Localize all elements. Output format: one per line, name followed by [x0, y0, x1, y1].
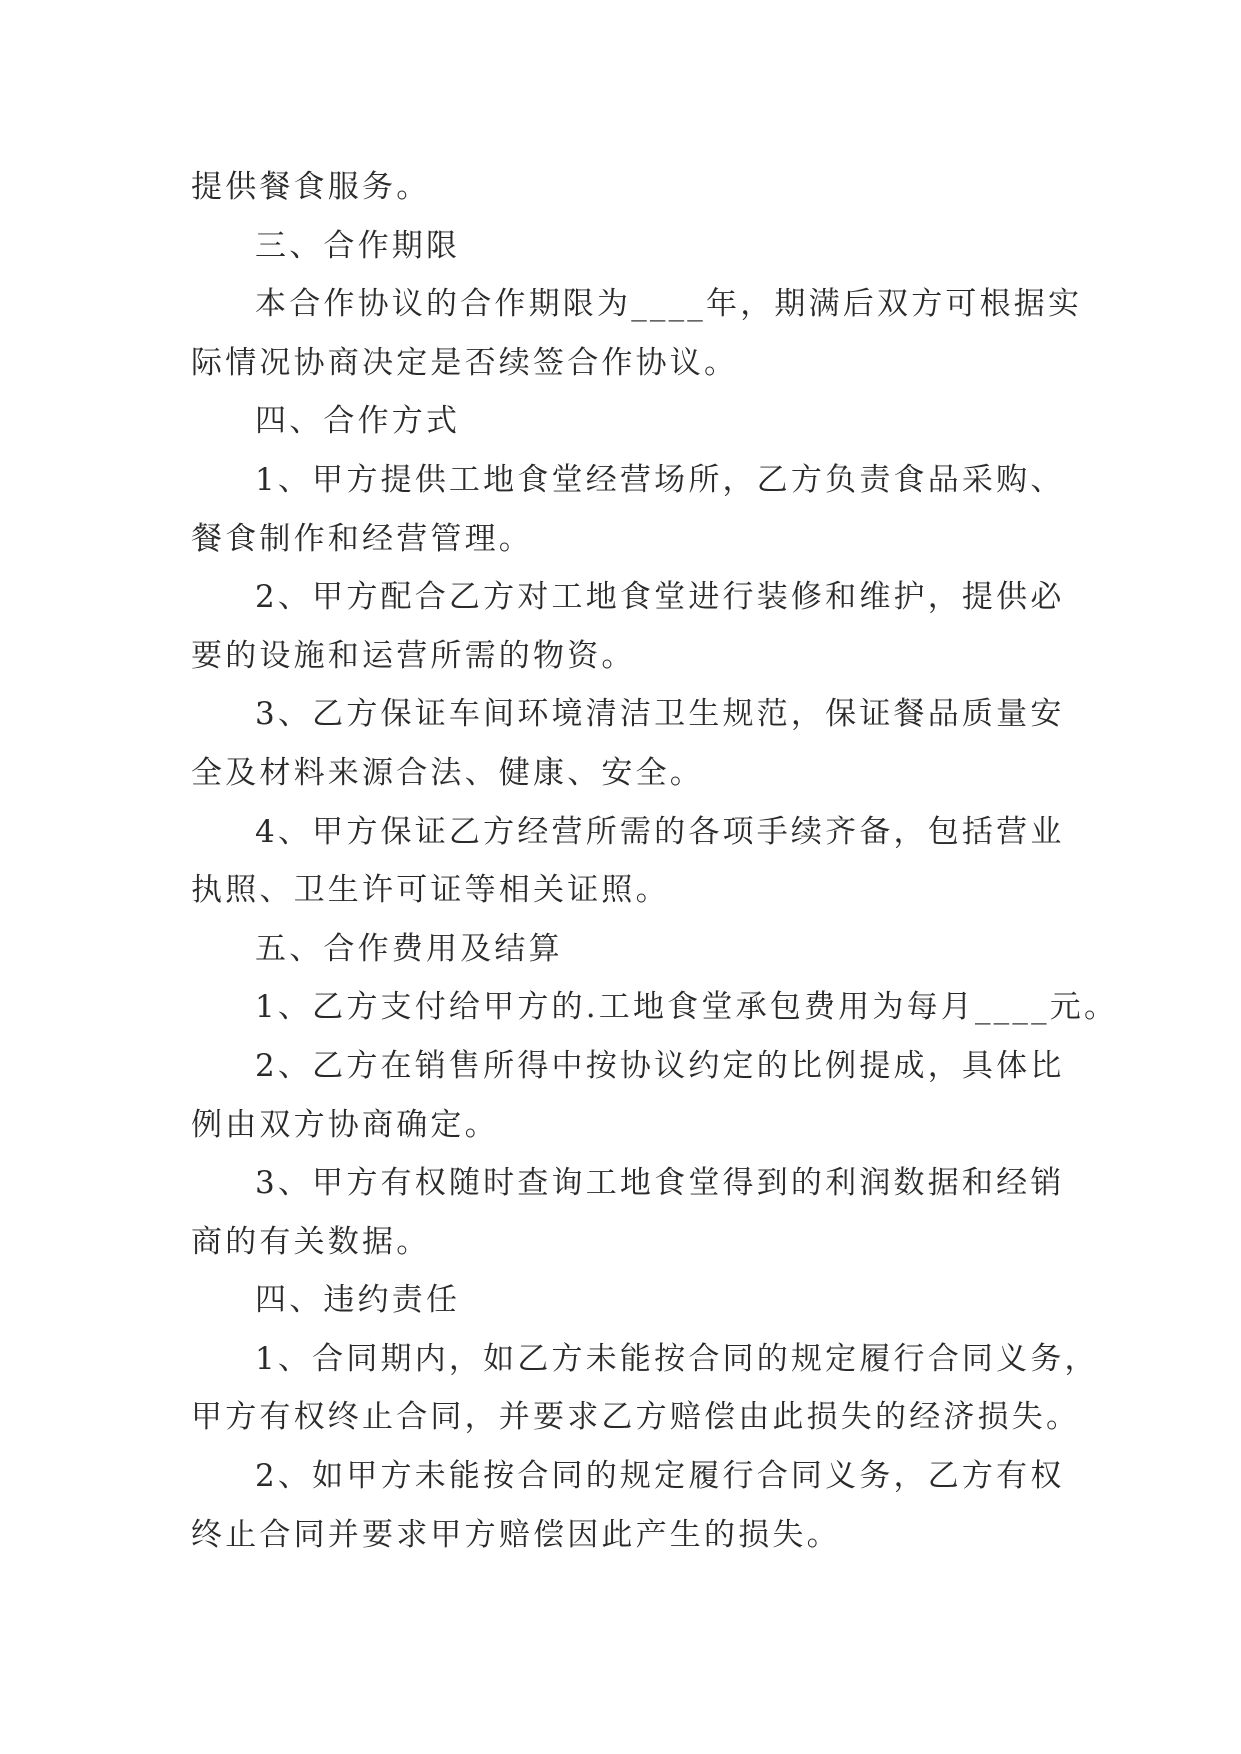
- section-heading-method: 四、合作方式: [255, 403, 461, 440]
- text-line: 提供餐食服务。: [191, 169, 431, 205]
- text-line: 4、甲方保证乙方经营所需的各项手续齐备，包括营业: [255, 813, 1065, 850]
- text-line: 要的设施和运营所需的物资。: [191, 637, 636, 674]
- text-line: 全及材料来源合法、健康、安全。: [191, 754, 704, 791]
- text-line: 2、甲方配合乙方对工地食堂进行装修和维护，提供必: [255, 579, 1065, 616]
- section-heading-fees: 五、合作费用及结算: [255, 930, 563, 967]
- text-line: 商的有关数据。: [191, 1223, 431, 1260]
- text-line: 际情况协商决定是否续签合作协议。: [191, 344, 739, 381]
- text-line: 3、乙方保证车间环境清洁卫生规范，保证餐品质量安: [255, 696, 1065, 733]
- text-line: 1、乙方支付给甲方的.工地食堂承包费用为每月____元。: [255, 989, 1119, 1026]
- section-heading-term: 三、合作期限: [255, 227, 461, 264]
- text-line: 1、甲方提供工地食堂经营场所，乙方负责食品采购、: [255, 461, 1065, 498]
- text-line: 本合作协议的合作期限为____年，期满后双方可根据实: [255, 286, 1083, 323]
- text-line: 执照、卫生许可证等相关证照。: [191, 872, 670, 909]
- text-line: 1、合同期内，如乙方未能按合同的规定履行合同义务，: [255, 1340, 1099, 1377]
- text-line: 2、如甲方未能按合同的规定履行合同义务，乙方有权: [255, 1458, 1065, 1495]
- section-heading-liability: 四、违约责任: [255, 1282, 461, 1319]
- text-line: 终止合同并要求甲方赔偿因此产生的损失。: [191, 1516, 841, 1553]
- document-body: [191, 158, 1119, 1564]
- text-line: 例由双方协商确定。: [191, 1106, 499, 1143]
- text-line: 2、乙方在销售所得中按协议约定的比例提成，具体比: [255, 1047, 1065, 1084]
- text-line: 甲方有权终止合同，并要求乙方赔偿由此损失的经济损失。: [191, 1399, 1081, 1436]
- text-line: 餐食制作和经营管理。: [191, 520, 533, 557]
- text-line: 3、甲方有权随时查询工地食堂得到的利润数据和经销: [255, 1165, 1065, 1202]
